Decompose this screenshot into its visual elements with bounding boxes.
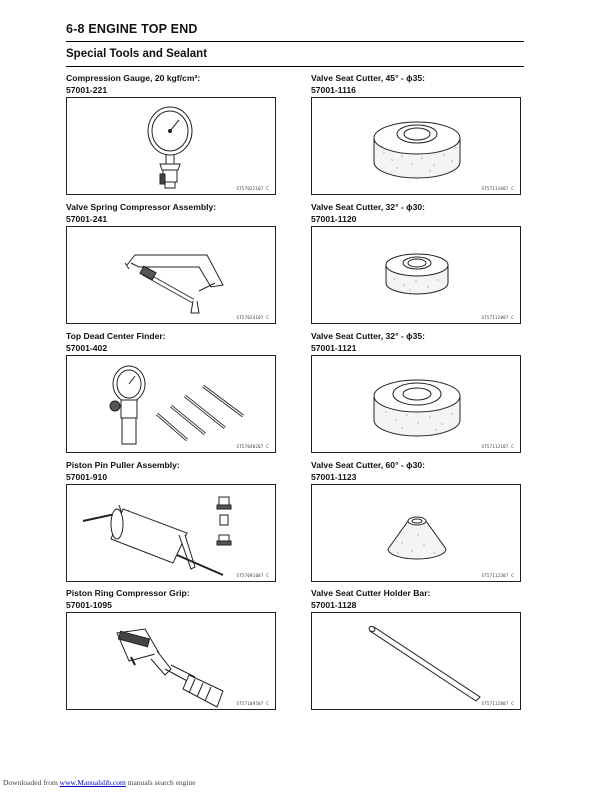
figure-code: ST57040207 C <box>236 444 269 449</box>
figure-code: ST57022107 C <box>236 186 269 191</box>
tool-part-number: 57001-221 <box>66 84 108 95</box>
tool-name: Valve Seat Cutter, 32° - ϕ30: <box>311 202 426 212</box>
valve-spring-compressor-illustration <box>67 227 277 325</box>
figure-code: ST57112807 C <box>481 701 514 706</box>
tool-caption <box>66 73 200 96</box>
figure-code: ST57112107 C <box>481 444 514 449</box>
tool-caption <box>66 331 166 354</box>
tool-name: Valve Seat Cutter, 60° - ϕ30: <box>311 460 426 470</box>
tool-name: Piston Ring Compressor Grip: <box>66 588 190 598</box>
tool-part-number: 57001-1120 <box>311 213 357 224</box>
tool-part-number: 57001-1123 <box>311 471 357 482</box>
piston-ring-compressor-grip-illustration <box>67 613 277 711</box>
figure-code: ST57111607 C <box>481 186 514 191</box>
holder-bar-illustration <box>312 613 522 711</box>
download-footer <box>3 778 196 787</box>
figure-code: ST57112307 C <box>481 573 514 578</box>
tool-part-number: 57001-1095 <box>66 599 112 610</box>
tool-caption <box>66 202 216 225</box>
tool-caption <box>66 588 190 611</box>
tool-part-number: 57001-241 <box>66 213 108 224</box>
tool-figure-compression-gauge <box>66 97 276 195</box>
tool-figure-valve-seat-cutter-32-35 <box>311 355 521 453</box>
page-subtitle: Special Tools and Sealant <box>66 48 208 60</box>
tool-name: Valve Seat Cutter Holder Bar: <box>311 588 431 598</box>
tool-caption <box>311 73 425 96</box>
tool-figure-valve-seat-cutter-32-30 <box>311 226 521 324</box>
top-dead-center-finder-illustration <box>67 356 277 454</box>
footer-prefix: Downloaded from <box>3 778 60 787</box>
figure-code: ST57024107 C <box>236 315 269 320</box>
figure-code: ST57112007 C <box>481 315 514 320</box>
tool-part-number: 57001-1128 <box>311 599 357 610</box>
valve-seat-cutter-illustration <box>312 356 522 454</box>
tool-caption <box>311 460 425 483</box>
tool-figure-valve-seat-cutter-holder-bar <box>311 612 521 710</box>
tool-part-number: 57001-1116 <box>311 84 356 95</box>
tool-figure-valve-spring-compressor <box>66 226 276 324</box>
tool-figure-valve-seat-cutter-45-35 <box>311 97 521 195</box>
tool-part-number: 57001-910 <box>66 471 108 482</box>
valve-seat-cutter-illustration <box>312 485 522 583</box>
tool-name: Piston Pin Puller Assembly: <box>66 460 180 470</box>
tool-name: Compression Gauge, 20 kgf/cm²: <box>66 73 201 83</box>
tool-figure-top-dead-center-finder <box>66 355 276 453</box>
tool-caption <box>311 202 425 225</box>
tool-figure-valve-seat-cutter-60-30 <box>311 484 521 582</box>
compression-gauge-illustration <box>67 98 277 196</box>
tool-part-number: 57001-1121 <box>311 342 357 353</box>
valve-seat-cutter-illustration <box>312 98 522 196</box>
tool-caption <box>66 460 180 483</box>
tool-caption <box>311 588 430 611</box>
footer-suffix: manuals search engine <box>125 778 196 787</box>
tool-caption <box>311 331 425 354</box>
header-rule-bottom <box>66 66 524 67</box>
piston-pin-puller-illustration <box>67 485 277 583</box>
tool-name: Top Dead Center Finder: <box>66 331 166 341</box>
section-title: 6-8 ENGINE TOP END <box>66 22 198 36</box>
figure-code: ST57109507 C <box>236 701 269 706</box>
tool-name: Valve Seat Cutter, 45° - ϕ35: <box>311 73 426 83</box>
tool-figure-piston-pin-puller <box>66 484 276 582</box>
figure-code: ST57091007 C <box>236 573 269 578</box>
tool-figure-piston-ring-compressor-grip <box>66 612 276 710</box>
tool-part-number: 57001-402 <box>66 342 108 353</box>
tool-name: Valve Seat Cutter, 32° - ϕ35: <box>311 331 426 341</box>
manualslib-link[interactable]: www.Manualslib.com <box>59 778 126 787</box>
valve-seat-cutter-illustration <box>312 227 522 325</box>
tool-name: Valve Spring Compressor Assembly: <box>66 202 217 212</box>
header-rule-top <box>66 41 524 42</box>
